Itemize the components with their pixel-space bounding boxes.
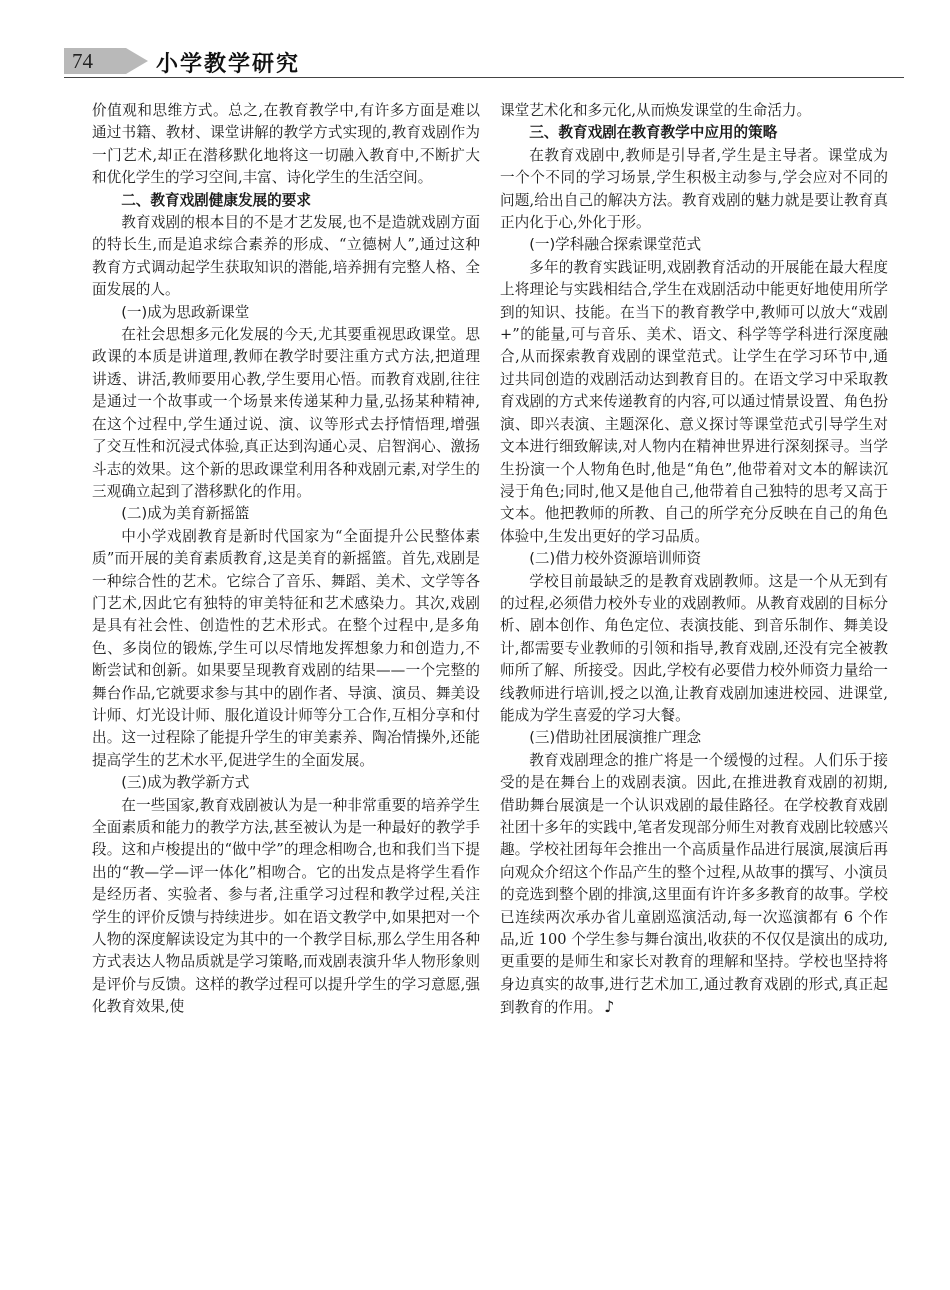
page-header — [64, 44, 904, 78]
paragraph: 在社会思想多元化发展的今天,尤其要重视思政课堂。思政课的本质是讲道理,教师在教学时要注重方式方法,把道理讲透、讲活,教师要用心教,学生要用心悟。而教育戏剧,往往是通过一个故事或一个场景来传递某种力量,弘扬某种精神,在这个过程中,学生通过说、演、议等形式去抒情悟理,增强了交互性和沉浸式体验,真正达到沟通心灵、启智润心、激扬斗志的效果。这个新的思政课堂利用各种戏剧元素,对学生的三观确立起到了潜移默化的作用。 — [92, 326, 480, 500]
subsection-heading: (一)成为思政新课堂 — [121, 303, 250, 321]
end-mark-icon: ♪ — [604, 997, 615, 1017]
paragraph: 在一些国家,教育戏剧被认为是一种非常重要的培养学生全面素质和能力的教学方法,甚至被认为是一种最好的教学手段。这和卢梭提出的“做中学”的理念相吻合,也和我们当下提出的“教—学—评一体化”相吻合。它的出发点是将学生看作是经历者、实验者、参与者,注重学习过程和教学过程,关注学生的评价反馈与持续进步。如在语文教学中,如果把对一个人物的深度解读设定为其中的一个教学目标,那么学生用各种方式表达人物品质就是学习策略,而戏剧表演升华人物形象则是评价与反馈。这样的教学过程可以提升学生的学习意愿,强化教育效果,使 — [92, 796, 480, 1016]
paragraph-text: 教育戏剧理念的推广将是一个缓慢的过程。人们乐于接受的是在舞台上的戏剧表演。因此,在推进教育戏剧的初期,借助舞台展演是一个认识戏剧的最佳路径。在学校教育戏剧社团十多年的实践中,笔者发现部分师生对教育戏剧比较感兴趣。学校社团每年会推出一个高质量作品进行展演,展演后再向观众介绍这个作品产生的整个过程,从故事的撰写、小演员的竞选到整个剧的排演,这里面有许许多多教育的故事。学校已连续两次承办省儿童剧巡演活动,每一次巡演都有 6 个作品,近 100 个学生参与舞台演出,收获的不仅仅是演出的成功,更重要的是师生和家长对教育的理解和坚持。学校也坚持将身边真实的故事,进行艺术加工,通过教育戏剧的形式,真正起到教育的作用。 — [500, 751, 888, 1017]
paragraph: 多年的教育实践证明,戏剧教育活动的开展能在最大程度上将理论与实践相结合,学生在戏剧活动中能更好地使用所学到的知识、技能。在当下的教育教学中,教师可以放大“戏剧+”的能量,可与音乐、美术、语文、科学等学科进行深度融合,从而探索教育戏剧的课堂范式。让学生在学习环节中,通过共同创造的戏剧活动达到教育目的。在语文学习中采取教育戏剧的方式来传递教育的内容,可以通过情景设置、角色扮演、即兴表演、主题深化、意义探讨等课堂范式引导学生对文本进行细致解读,对人物内在精神世界进行深刻探寻。当学生扮演一个人物角色时,他是“角色”,他带着对文本的解读沉浸于角色;同时,他又是他自己,他带着自己独特的思考又高于文本。他把教师的所教、自己的所学充分反映在自己的角色体验中,生发出更好的学习品质。 — [500, 258, 888, 545]
paragraph-last — [500, 750, 888, 1020]
paragraph: 在教育戏剧中,教师是引导者,学生是主导者。课堂成为一个个不同的学习场景,学生积极主动参与,学会应对不同的问题,给出自己的解决方法。教育戏剧的魅力就是要让教育真正内化于心,外化于形。 — [500, 146, 888, 232]
subsection-heading: (一)学科融合探索课堂范式 — [529, 236, 702, 254]
paragraph: 中小学戏剧教育是新时代国家为“全面提升公民整体素质”而开展的美育素质教育,这是美育的新摇篮。首先,戏剧是一种综合性的艺术。它综合了音乐、舞蹈、美术、文学等各门艺术,因此它有独特的审美特征和艺术感染力。其次,戏剧是具有社会性、创造性的艺术形式。在整个过程中,是多角色、多岗位的锻炼,学生可以尽情地发挥想象力和创造力,不断尝试和创新。如果要呈现教育戏剧的结果——一个完整的舞台作品,它就要求参与其中的剧作者、导演、演员、舞美设计师、灯光设计师、服化道设计师等分工合作,互相分享和付出。这一过程除了能提升学生的审美素养、陶冶情操外,还能提高学生的艺术水平,促进学生的全面发展。 — [92, 527, 480, 769]
paragraph: 课堂艺术化和多元化,从而焕发课堂的生命活力。 — [500, 102, 812, 119]
right-column — [500, 100, 888, 1020]
subsection-heading: (三)成为教学新方式 — [121, 774, 250, 792]
paragraph: 教育戏剧的根本目的不是才艺发展,也不是造就戏剧方面的特长生,而是追求综合素养的形成、“立德树人”,通过这种教育方式调动起学生获取知识的潜能,培养拥有完整人格、全面发展的人。 — [92, 214, 480, 299]
subsection-heading: (二)借力校外资源培训师资 — [529, 550, 702, 568]
left-column — [92, 100, 480, 1019]
section-heading: 三、教育戏剧在教育教学中应用的策略 — [529, 124, 778, 142]
paragraph: 学校目前最缺乏的是教育戏剧教师。这是一个从无到有的过程,必须借力校外专业的戏剧教师。从教育戏剧的目标分析、剧本创作、角色定位、表演技能、到音乐制作、舞美设计,都需要专业教师的引领和指导,教育戏剧,还没有完全被教师所了解、所接受。因此,学校有必要借力校外师资力量给一线教师进行培训,授之以渔,让教育戏剧加速进校园、进课堂,能成为学生喜爱的学习大餐。 — [500, 572, 888, 724]
header-rule — [64, 77, 904, 78]
subsection-heading: (三)借助社团展演推广理念 — [529, 729, 702, 747]
section-heading: 二、教育戏剧健康发展的要求 — [121, 191, 311, 209]
page-number-tab-arrow — [126, 48, 148, 74]
page-number: 74 — [72, 49, 93, 73]
subsection-heading: (二)成为美育新摇篮 — [121, 505, 250, 523]
journal-title: 小学教学研究 — [156, 52, 301, 77]
paragraph: 价值观和思维方式。总之,在教育教学中,有许多方面是难以通过书籍、教材、课堂讲解的教学方式实现的,教育戏剧作为一门艺术,却正在潜移默化地将这一切融入教育中,不断扩大和优化学生的学习空间,丰富、诗化学生的生活空间。 — [92, 102, 480, 187]
